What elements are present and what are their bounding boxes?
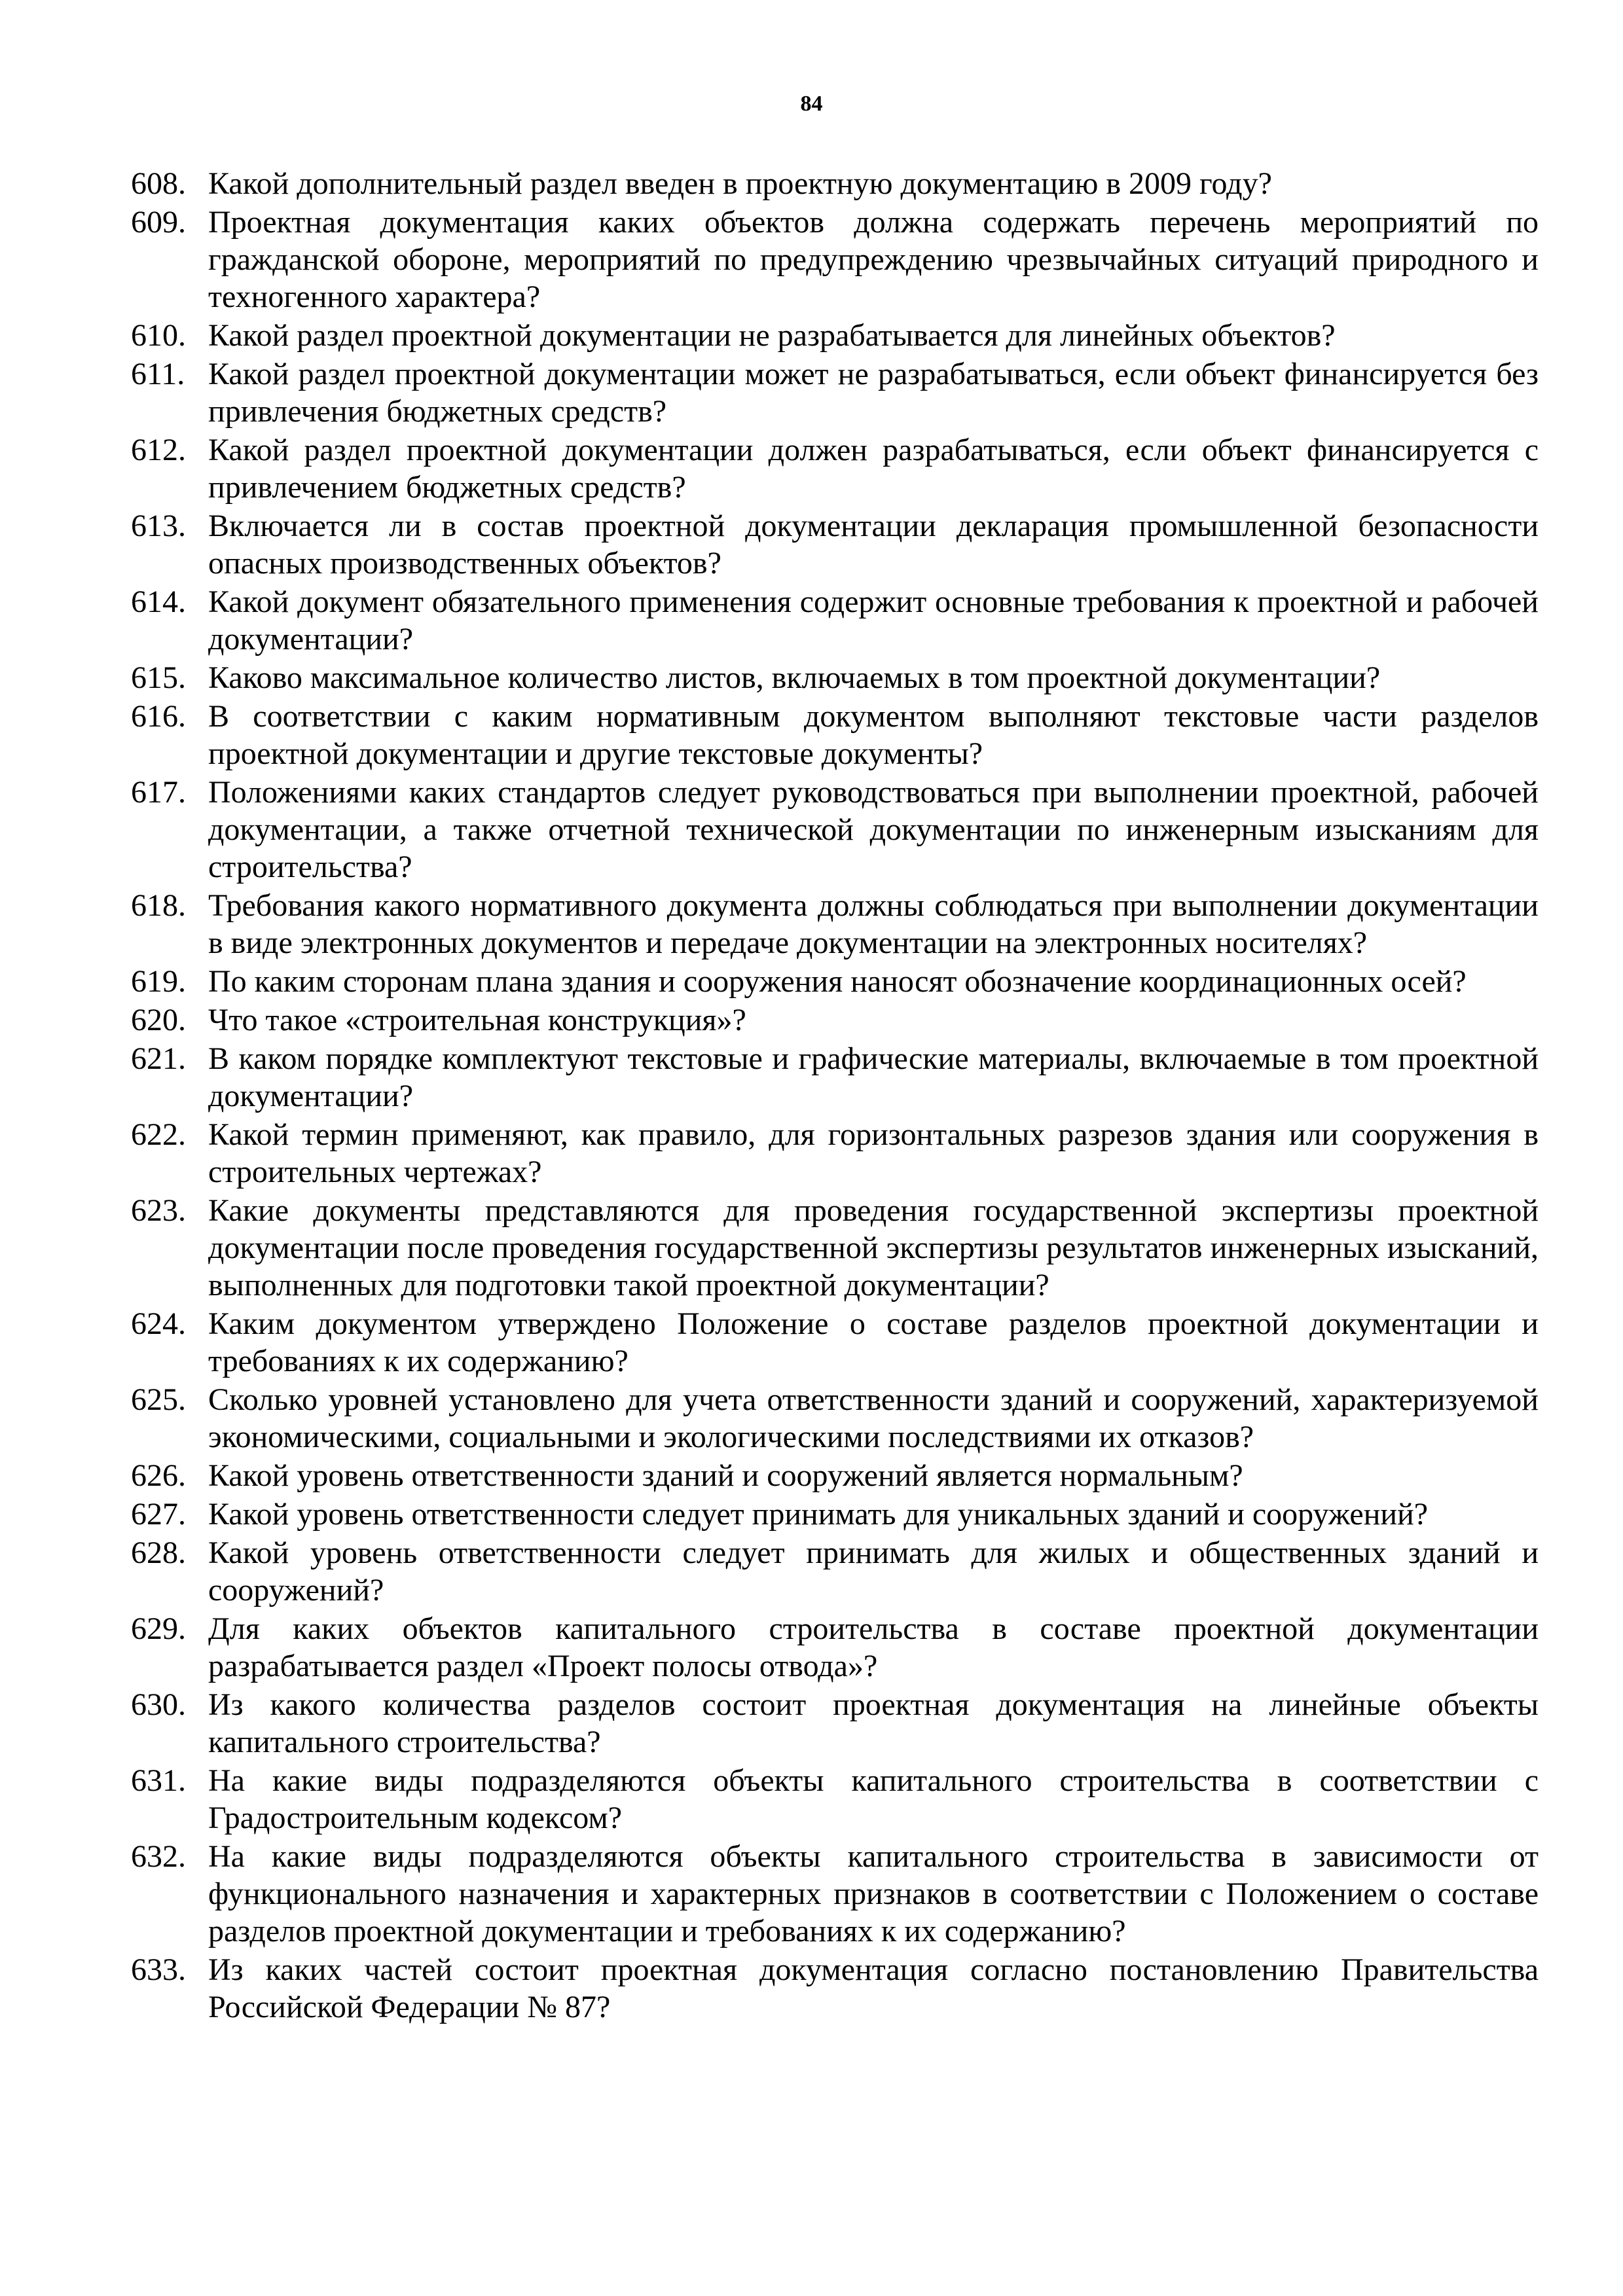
question-text: На какие виды подразделяются объекты капитального строительства в зависимости от функционального назначения и характерных признаков в соответствии с Положением о составе разделов проектной документации и требованиях к их содержанию?: [208, 1839, 1539, 1948]
question-item: [131, 1838, 1539, 1950]
question-text: Какие документы представляются для проведения государственной экспертизы проектной документации после проведения государственной экспертизы результатов инженерных изысканий, выполненных для подготовки такой проектной документации?: [208, 1193, 1539, 1302]
question-number: 633.: [131, 1952, 186, 1987]
question-text: Каково максимальное количество листов, включаемых в том проектной документации?: [208, 660, 1381, 695]
question-item: [131, 1762, 1539, 1837]
question-text: По каким сторонам плана здания и сооружения наносят обозначение координационных осей?: [208, 964, 1467, 999]
question-number: 610.: [131, 318, 186, 353]
question-text: Какой раздел проектной документации может не разрабатываться, если объект финансируется без привлечения бюджетных средств?: [208, 357, 1539, 429]
question-item: [131, 1381, 1539, 1456]
question-number: 611.: [131, 357, 185, 391]
question-item: [131, 204, 1539, 315]
question-item: [131, 1534, 1539, 1609]
question-number: 609.: [131, 205, 186, 240]
question-item: [131, 583, 1539, 658]
question-number: 618.: [131, 888, 186, 923]
question-text: На какие виды подразделяются объекты капитального строительства в соответствии с Градостроительным кодексом?: [208, 1763, 1539, 1835]
page-number: 84: [800, 92, 823, 116]
question-number: 616.: [131, 699, 186, 734]
question-number: 614.: [131, 584, 186, 619]
question-item: [131, 507, 1539, 582]
question-number: 632.: [131, 1839, 186, 1874]
question-text: Включается ли в состав проектной документации декларация промышленной безопасности опасных производственных объектов?: [208, 509, 1539, 581]
question-text: Требования какого нормативного документа должны соблюдаться при выполнении документации в виде электронных документов и передаче документации на электронных носителях?: [208, 888, 1539, 960]
question-text: Какой раздел проектной документации не разрабатывается для линейных объектов?: [208, 318, 1336, 353]
question-number: 619.: [131, 964, 186, 999]
question-item: [131, 698, 1539, 772]
question-item: [131, 1951, 1539, 2026]
question-number: 620.: [131, 1003, 186, 1037]
question-number: 613.: [131, 509, 186, 543]
question-item: [131, 1686, 1539, 1761]
question-text: Из каких частей состоит проектная документация согласно постановлению Правительства Российской Федерации № 87?: [208, 1952, 1539, 2024]
question-number: 608.: [131, 166, 186, 201]
question-item: [131, 431, 1539, 506]
question-list: [131, 165, 1539, 2027]
question-number: 623.: [131, 1193, 186, 1228]
question-number: 629.: [131, 1611, 186, 1646]
question-text: В соответствии с каким нормативным документом выполняют текстовые части разделов проектной документации и другие текстовые документы?: [208, 699, 1539, 771]
question-item: [131, 1457, 1539, 1494]
question-number: 622.: [131, 1117, 186, 1152]
question-text: Какой уровень ответственности следует принимать для уникальных зданий и сооружений?: [208, 1497, 1429, 1532]
question-text: Положениями каких стандартов следует руководствоваться при выполнении проектной, рабочей документации, а также отчетной технической документации по инженерным изысканиям для строительства?: [208, 775, 1539, 884]
question-text: Что такое «строительная конструкция»?: [208, 1003, 746, 1037]
question-text: Каким документом утверждено Положение о составе разделов проектной документации и требованиях к их содержанию?: [208, 1306, 1539, 1378]
question-item: [131, 1305, 1539, 1380]
question-text: Для каких объектов капитального строительства в составе проектной документации разрабатывается раздел «Проект полосы отвода»?: [208, 1611, 1539, 1683]
question-text: Какой раздел проектной документации должен разрабатываться, если объект финансируется с привлечением бюджетных средств?: [208, 433, 1539, 505]
question-text: Из какого количества разделов состоит проектная документация на линейные объекты капитального строительства?: [208, 1687, 1539, 1759]
question-text: Какой дополнительный раздел введен в проектную документацию в 2009 году?: [208, 166, 1272, 201]
question-item: [131, 887, 1539, 961]
question-item: [131, 1192, 1539, 1304]
question-item: [131, 355, 1539, 430]
question-item: [131, 1040, 1539, 1115]
question-number: 615.: [131, 660, 186, 695]
question-text: Сколько уровней установлено для учета ответственности зданий и сооружений, характеризуемой экономическими, социальными и экологическими последствиями их отказов?: [208, 1382, 1539, 1454]
question-item: [131, 1001, 1539, 1039]
question-item: [131, 1496, 1539, 1533]
question-item: [131, 1116, 1539, 1191]
question-number: 624.: [131, 1306, 186, 1341]
question-number: 627.: [131, 1497, 186, 1532]
question-number: 631.: [131, 1763, 186, 1798]
question-item: [131, 1610, 1539, 1685]
question-number: 617.: [131, 775, 186, 810]
question-text: Проектная документация каких объектов должна содержать перечень мероприятий по гражданской обороне, мероприятий по предупреждению чрезвычайных ситуаций природного и техногенного характера?: [208, 205, 1539, 314]
question-text: Какой уровень ответственности зданий и сооружений является нормальным?: [208, 1458, 1243, 1493]
question-item: [131, 774, 1539, 886]
question-text: Какой термин применяют, как правило, для горизонтальных разрезов здания или сооружения в строительных чертежах?: [208, 1117, 1539, 1189]
question-text: Какой уровень ответственности следует принимать для жилых и общественных зданий и сооружений?: [208, 1535, 1539, 1607]
question-item: [131, 317, 1539, 354]
question-item: [131, 963, 1539, 1000]
question-number: 626.: [131, 1458, 186, 1493]
question-text: Какой документ обязательного применения содержит основные требования к проектной и рабочей документации?: [208, 584, 1539, 656]
question-text: В каком порядке комплектуют текстовые и графические материалы, включаемые в том проектной документации?: [208, 1041, 1539, 1113]
question-number: 630.: [131, 1687, 186, 1722]
question-number: 625.: [131, 1382, 186, 1417]
question-item: [131, 165, 1539, 202]
question-number: 612.: [131, 433, 186, 467]
question-number: 628.: [131, 1535, 186, 1570]
question-number: 621.: [131, 1041, 186, 1076]
question-item: [131, 659, 1539, 696]
